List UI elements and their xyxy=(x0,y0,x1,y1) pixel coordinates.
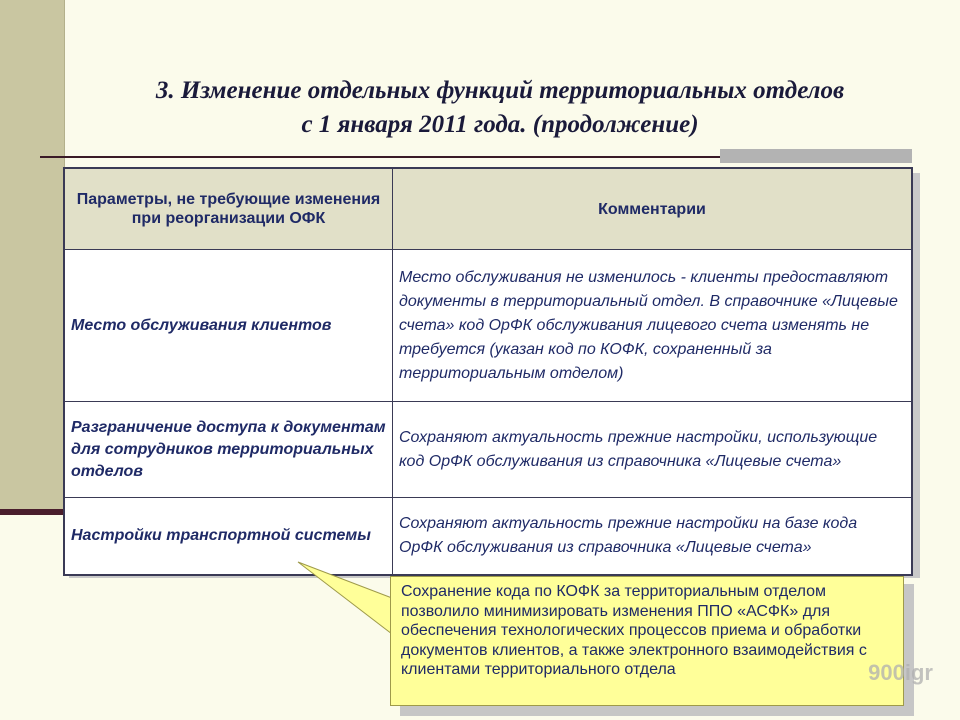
side-band-accent xyxy=(0,509,64,515)
slide-title xyxy=(80,74,920,142)
header-parameters: Параметры, не требующие изменения при реорганизации ОФК xyxy=(64,168,393,250)
table-row xyxy=(64,250,912,402)
callout-note: Сохранение кода по КОФК за территориальным отделом позволило минимизировать изменения ППО «АСФК» для обеспечения технологических процессов приема и обработки документов клиентов, а также электронного взаимодействия с клиентами территориального отдела xyxy=(390,576,904,706)
slide-title-line-1: 3. Изменение отдельных функций территориальных отделов xyxy=(155,77,845,104)
side-band xyxy=(0,0,65,512)
row-comment: Сохраняют актуальность прежние настройки, использующие код ОрФК обслуживания из справочника «Лицевые счета» xyxy=(393,402,913,498)
header-comments: Комментарии xyxy=(393,168,913,250)
row-parameter: Настройки транспортной системы xyxy=(64,498,393,575)
table-row xyxy=(64,402,912,498)
watermark: 900igr xyxy=(868,660,933,685)
title-divider xyxy=(40,156,724,158)
decorative-gray-bar xyxy=(720,149,912,163)
row-comment: Сохраняют актуальность прежние настройки на базе кода ОрФК обслуживания из справочника «Лицевые счета» xyxy=(393,498,913,575)
table-header-row xyxy=(64,168,912,250)
parameters-table xyxy=(63,167,913,576)
row-parameter: Место обслуживания клиентов xyxy=(64,250,393,402)
row-parameter: Разграничение доступа к документам для сотрудников территориальных отделов xyxy=(64,402,393,498)
row-comment: Место обслуживания не изменилось - клиенты предоставляют документы в территориальный отдел. В справочнике «Лицевые счета» код ОрФК обслуживания лицевого счета изменять не требуется (указан код по КОФК, сохраненный за территориальным отделом) xyxy=(393,250,913,402)
slide-title-line-2: с 1 января 2011 года. (продолжение) xyxy=(301,111,699,138)
table-row xyxy=(64,498,912,575)
